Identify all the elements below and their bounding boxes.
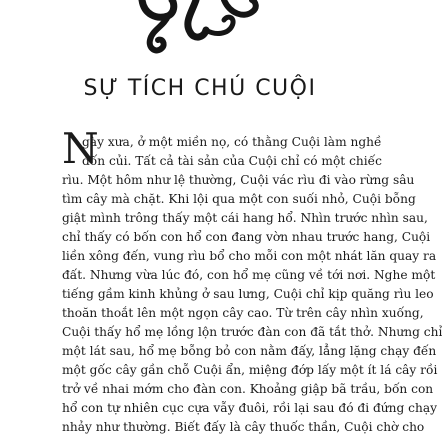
text-line: trở về nhai mớm cho đàn con. Khoảng giập bã trầu, bốn con	[62, 382, 434, 396]
text-line: gày xưa, ở một miền nọ, có thằng Cuội làm nghề	[82, 135, 382, 149]
text-line: thoăn thoắt lên một ngọn cây cao. Từ trên cây nhìn xuống,	[62, 306, 424, 320]
text-line: rìu. Một hôm như lệ thường, Cuội vác rìu đi vào rừng sâu	[62, 173, 415, 187]
text-line: Cuội thấy hổ mẹ lồng lộn trước đàn con đã tắt thở. Nhưng chỉ	[62, 325, 442, 339]
text-line: một lát sau, hổ mẹ bỗng bỏ con nằm đấy, lẳng lặng chạy đến	[62, 344, 437, 358]
text-line: tìm cây mà chặt. Khi lội qua một con suối nhỏ, Cuội bỗng	[62, 192, 416, 206]
text-line: hổ con tự nhiên cục cựa vẫy đuôi, rồi lại sau đó đi đứng chạy	[62, 401, 437, 415]
text-line: chỉ thấy có bốn con hổ con đang vờn nhau trước hang, Cuội	[62, 230, 431, 244]
text-line: giật mình trông thấy một cái hang hổ. Nhìn trước nhìn sau,	[62, 211, 428, 225]
story-paragraph	[62, 133, 442, 437]
swirl-ornament-icon	[120, 0, 280, 60]
text-line: một gốc cây gần chỗ Cuội ẩn, miệng đớp lấy một ít lá cây rồi	[62, 363, 438, 377]
page-title: SỰ TÍCH CHÚ CUỘI	[83, 76, 317, 101]
text-line: liền xông đến, vung rìu bổ cho mỗi con một nhát lăn quay ra	[62, 249, 437, 263]
text-line: nhảy như thường. Biết đấy là cây thuốc thần, Cuội chờ cho	[62, 420, 425, 434]
text-line: đất. Nhưng vừa lúc đó, con hổ mẹ cũng về tới nơi. Nghe một	[62, 268, 436, 282]
text-line: tiếng gầm kinh khủng ở sau lưng, Cuội chỉ kịp quăng rìu leo	[62, 287, 434, 301]
drop-cap: N	[62, 124, 99, 173]
text-line: đốn củi. Tất cả tài sản của Cuội chỉ có một chiếc	[82, 154, 382, 168]
